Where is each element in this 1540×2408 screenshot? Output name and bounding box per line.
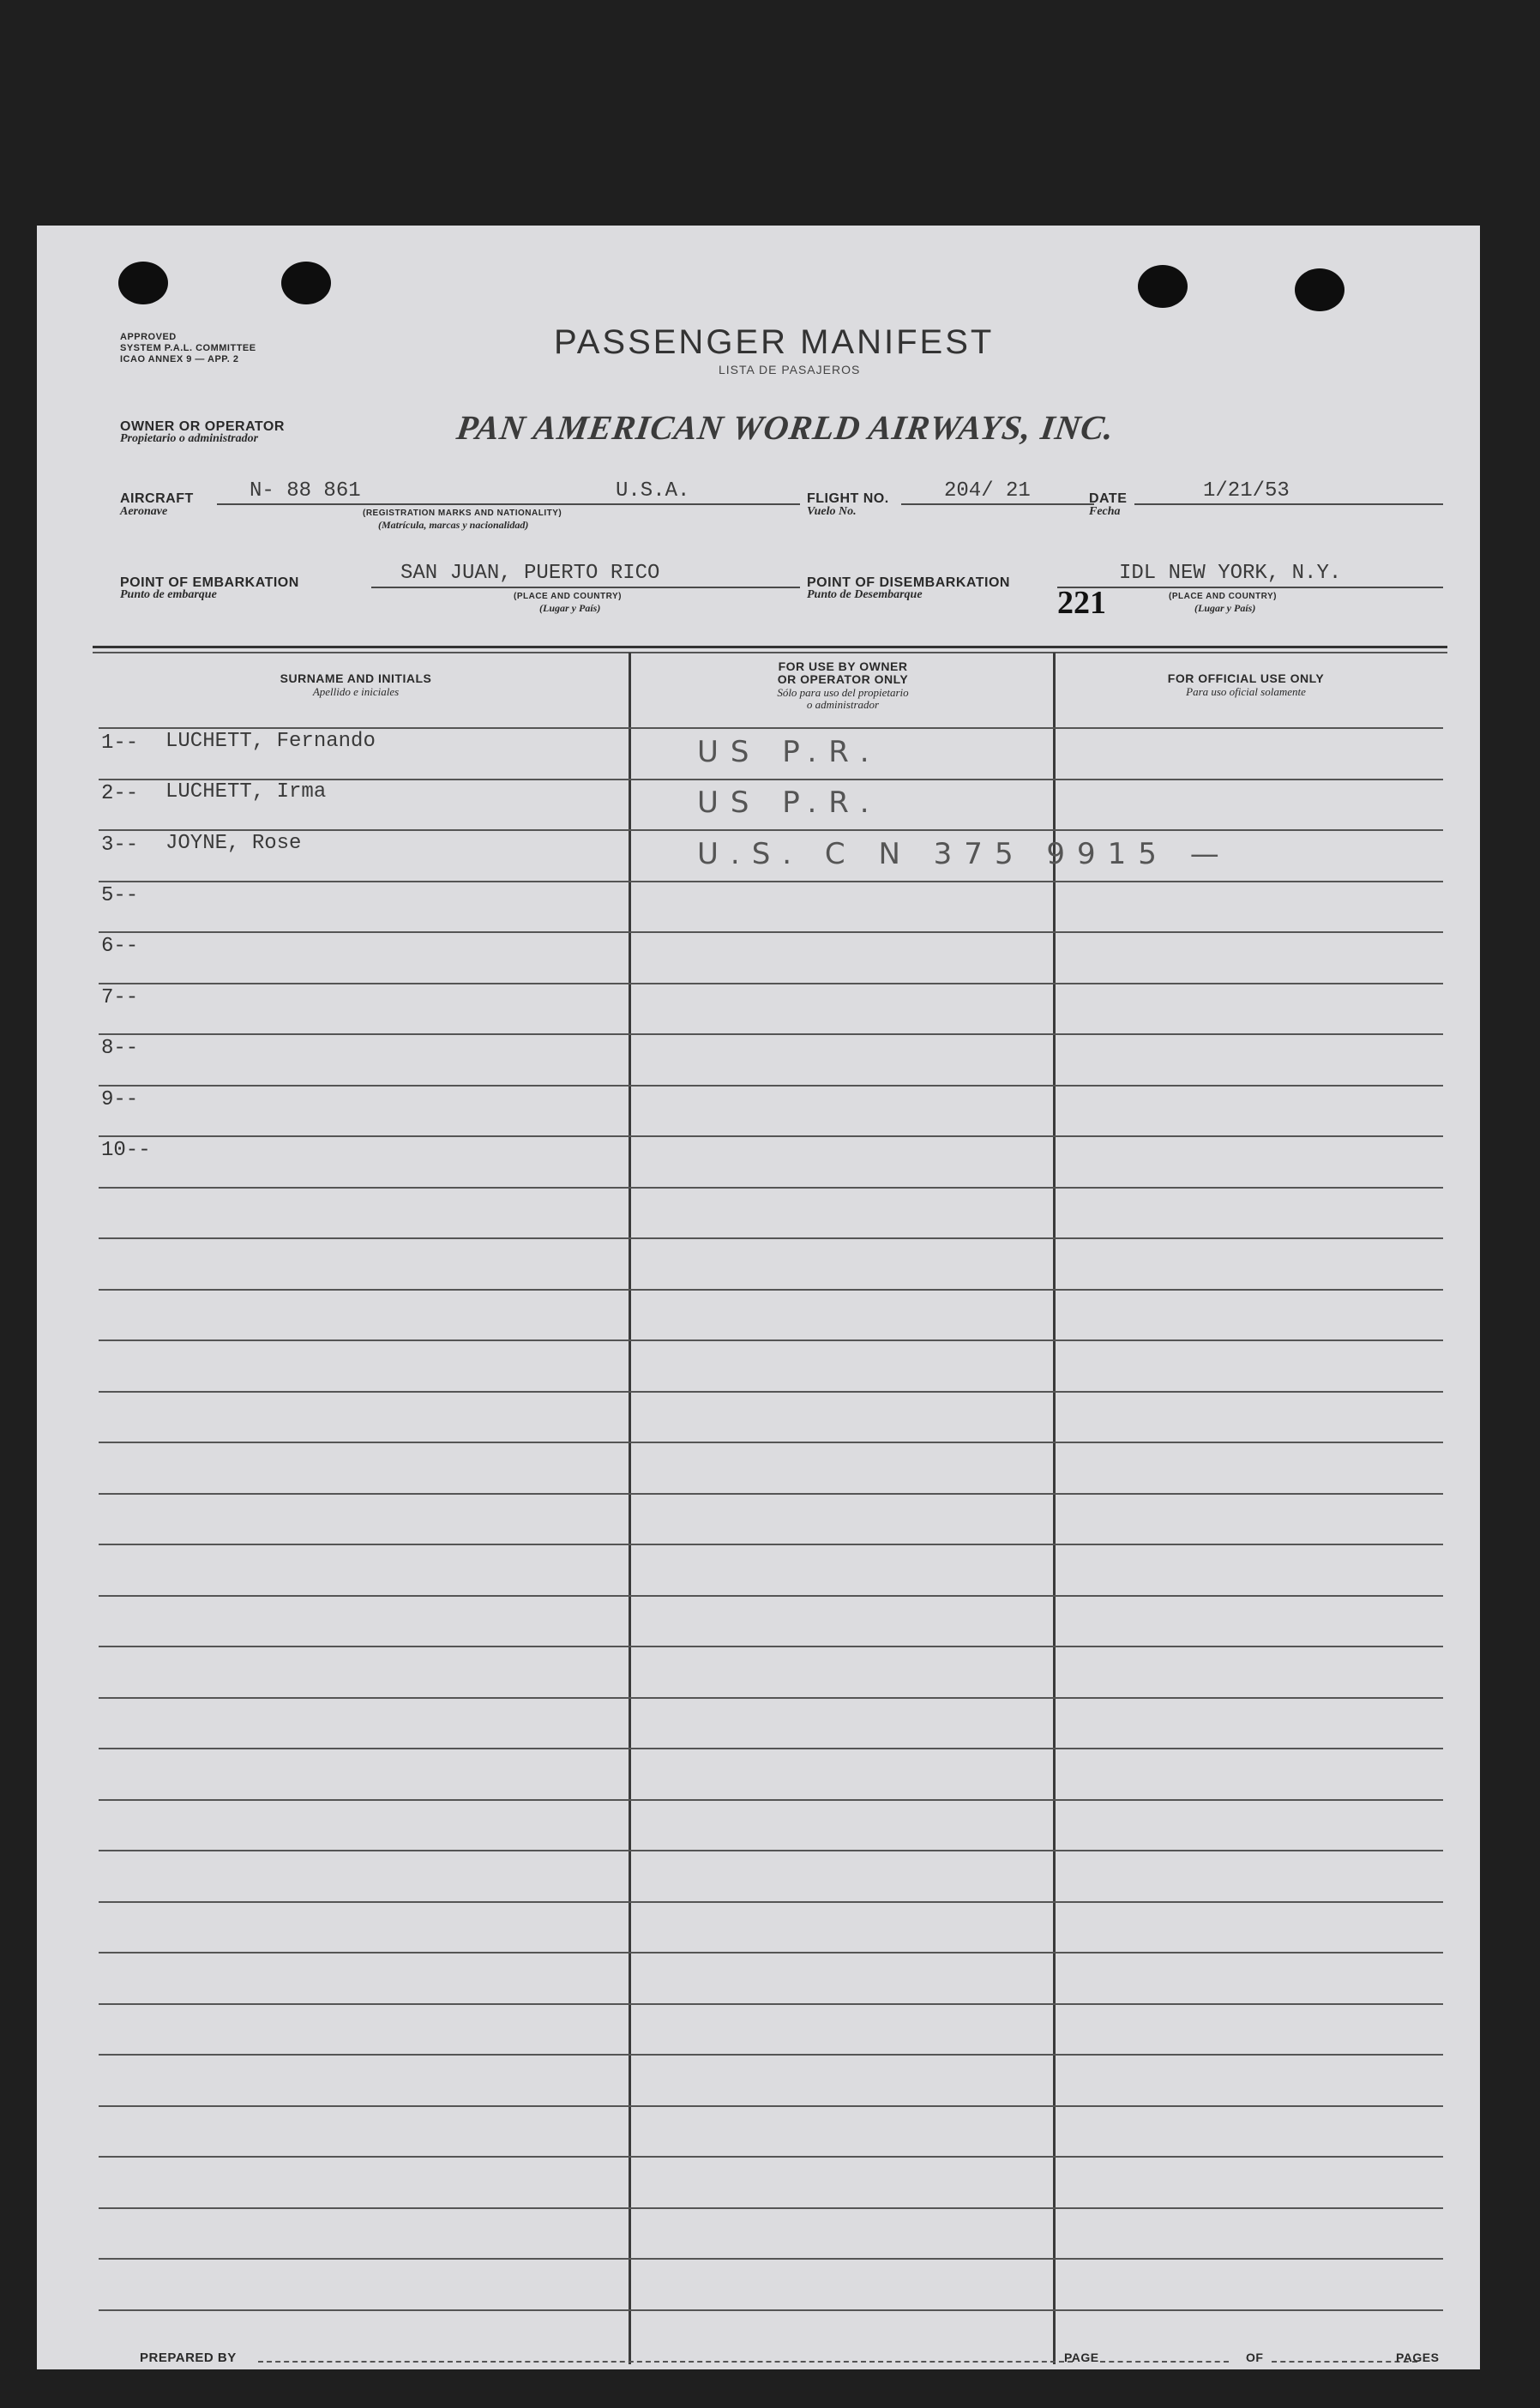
column-header-owner-2: OR OPERATOR ONLY [777,672,909,686]
disembarkation-caption: (PLACE AND COUNTRY) [1169,592,1277,601]
table-rule [99,1289,1443,1291]
prepared-by-label: PREPARED BY [140,2351,237,2365]
approval-line-1: APPROVED [120,332,177,342]
column-header-official-es: Para uso oficial solamente [1186,685,1306,698]
row-number: 2-- [101,782,139,805]
owner-label: OWNER OR OPERATOR [120,419,285,434]
registration-caption: (REGISTRATION MARKS AND NATIONALITY) [363,509,562,518]
table-rule [99,1442,1443,1443]
row-number: 9-- [101,1088,139,1111]
embarkation-value: SAN JUAN, PUERTO RICO [400,562,660,585]
passenger-name: LUCHETT, Fernando [165,730,376,753]
pages-label: PAGES [1396,2351,1440,2364]
embarkation-caption-es: (Lugar y País) [539,602,601,614]
table-rule [99,1085,1443,1087]
column-header-owner-es-2: o administrador [806,698,880,711]
table-rule [99,1595,1443,1597]
page-title: PASSENGER MANIFEST [554,323,995,361]
operator-note: US P.R. [697,735,881,769]
table-rule [99,1952,1443,1953]
passenger-name: JOYNE, Rose [165,832,302,855]
flight-number: 204/ 21 [944,479,1031,503]
manifest-sheet [37,226,1480,2369]
row-number: 5-- [101,884,139,907]
table-rule [99,1237,1443,1239]
disembarkation-caption-es: (Lugar y País) [1194,602,1256,614]
flight-label: FLIGHT NO. [807,491,889,506]
table-rule [99,1493,1443,1495]
table-rule [99,983,1443,984]
punch-hole [118,262,168,304]
table-rule [99,1850,1443,1851]
aircraft-label: AIRCRAFT [120,491,194,506]
table-rule [99,1646,1443,1647]
punch-hole [1138,265,1188,308]
owner-name: PAN AMERICAN WORLD AIRWAYS, INC. [454,408,1117,447]
table-rule [99,931,1443,933]
table-rule [99,881,1443,882]
table-rule [99,1033,1443,1035]
embarkation-caption: (PLACE AND COUNTRY) [514,592,622,601]
row-number: 10-- [101,1139,151,1162]
registration-caption-es: (Matrícula, marcas y nacionalidad) [378,519,529,531]
date-label: DATE [1089,491,1128,506]
row-number: 6-- [101,935,139,958]
row-number: 3-- [101,834,139,857]
disembarkation-value: IDL NEW YORK, N.Y. [1119,562,1342,585]
column-divider-1 [629,653,631,2364]
table-rule [99,1187,1443,1189]
row-number: 1-- [101,731,139,755]
embarkation-label: POINT OF EMBARKATION [120,575,299,590]
table-rule [99,1799,1443,1801]
punch-hole [1295,268,1344,311]
table-rule [99,1697,1443,1699]
owner-label-es: Propietario o administrador [120,432,259,445]
table-rule [99,1135,1443,1137]
table-rule [99,2309,1443,2311]
of-label: OF [1246,2351,1264,2364]
table-rule [99,2258,1443,2260]
column-header-official: FOR OFFICIAL USE ONLY [1167,671,1325,685]
table-rule [99,2156,1443,2158]
date-value: 1/21/53 [1203,479,1290,503]
disembarkation-label-es: Punto de Desembarque [807,588,923,601]
passenger-name: LUCHETT, Irma [165,780,327,804]
table-rule [99,1339,1443,1341]
page-subtitle: LISTA DE PASAJEROS [719,363,861,376]
table-rule [99,1544,1443,1545]
disembarkation-label: POINT OF DISEMBARKATION [807,575,1010,590]
column-header-surname: SURNAME AND INITIALS [280,671,432,685]
date-label-es: Fecha [1089,505,1121,518]
column-divider-2 [1053,653,1056,2364]
aircraft-nationality: U.S.A. [616,479,690,503]
approval-line-3: ICAO ANNEX 9 — APP. 2 [120,354,239,364]
operator-note: US P.R. [697,786,881,820]
column-header-owner-es-1: Sólo para uso del propietario [777,686,909,699]
table-rule [99,1391,1443,1393]
punch-hole [281,262,331,304]
table-rule [99,727,1443,729]
aircraft-label-es: Aeronave [120,505,168,518]
flight-label-es: Vuelo No. [807,505,857,518]
operator-note: U.S. C N 375 9915 — [697,837,1231,871]
stamp-number: 221 [1057,585,1106,621]
table-rule [99,2054,1443,2056]
aircraft-registration: N- 88 861 [250,479,361,503]
column-header-owner-1: FOR USE BY OWNER [778,659,908,673]
table-rule [99,1748,1443,1749]
table-rule [99,2207,1443,2209]
page-label: PAGE [1064,2351,1099,2364]
table-rule [99,829,1443,831]
approval-line-2: SYSTEM P.A.L. COMMITTEE [120,343,256,353]
table-rule [99,2003,1443,2005]
embarkation-label-es: Punto de embarque [120,588,217,601]
row-number: 7-- [101,986,139,1009]
table-rule [99,2105,1443,2107]
row-number: 8-- [101,1037,139,1060]
table-rule [99,1901,1443,1903]
column-header-surname-es: Apellido e iniciales [312,685,400,698]
